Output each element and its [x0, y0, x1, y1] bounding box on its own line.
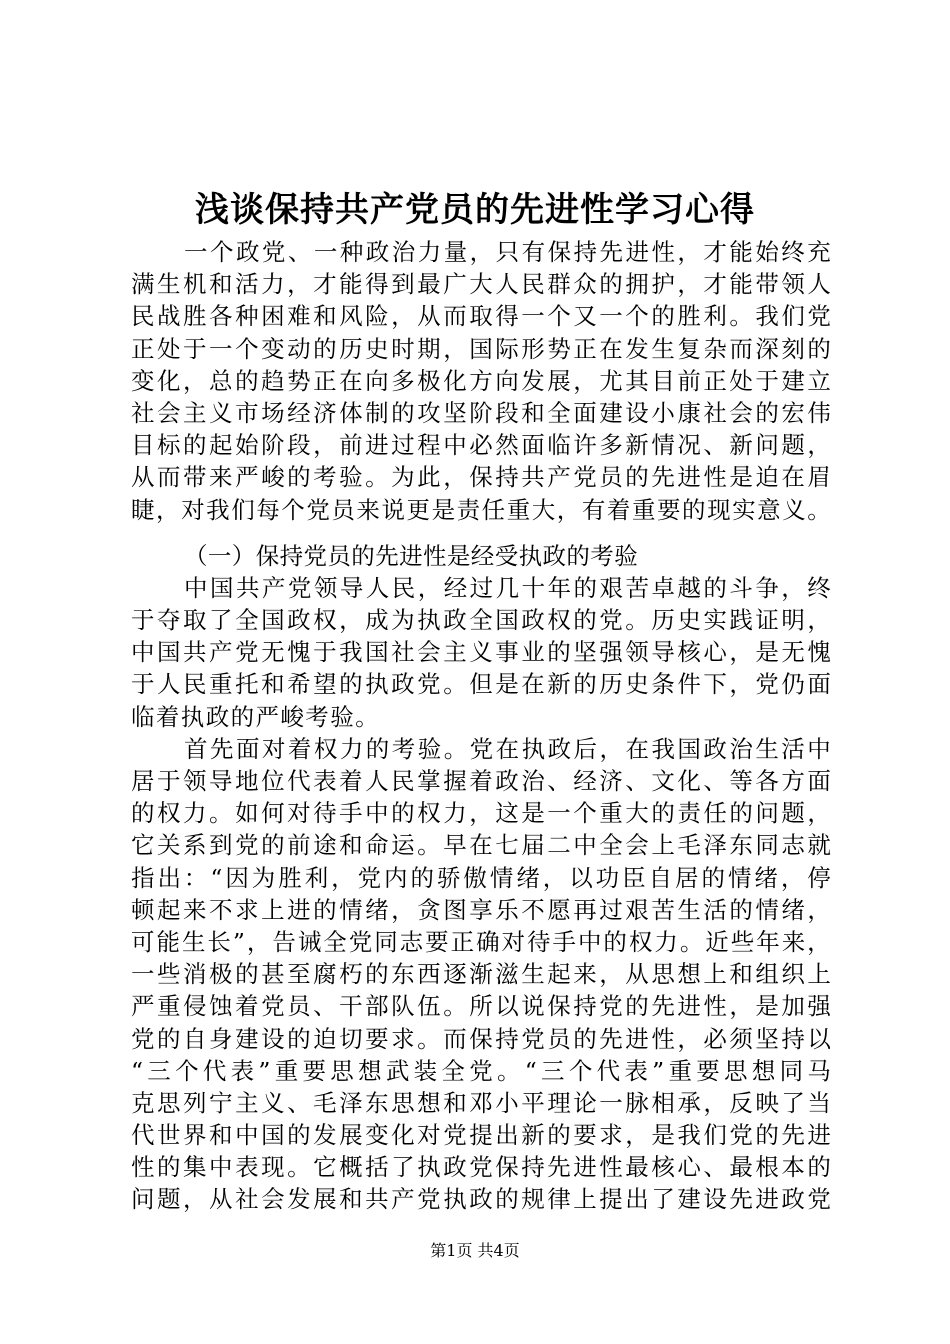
text-line: 于 人 民 重 托 和 希 望 的 执 政 党 。 但 是 在 新 的 历 史 条 件 下 ， 党 仍 面: [131, 670, 831, 699]
paragraph-intro: [131, 236, 831, 526]
text-line: 目 标 的 起 始 阶 段 ， 前 进 过 程 中 必 然 面 临 许 多 新 情 况 、 新 问 题 ，: [131, 431, 831, 460]
text-line: 指 出 ： “ 因 为 胜 利 ， 党 内 的 骄 傲 情 绪 ， 以 功 臣 自 居 的 情 绪 ， 停: [131, 863, 831, 892]
text-line: 它 关 系 到 党 的 前 途 和 命 运 。 早 在 七 届 二 中 全 会 上 毛 泽 东 同 志 就: [131, 831, 831, 860]
text-line: 一 些 消 极 的 甚 至 腐 朽 的 东 西 逐 渐 滋 生 起 来 ， 从 思 想 上 和 组 织 上: [131, 960, 831, 989]
text-line: 中 国 共 产 党 领 导 人 民 ， 经 过 几 十 年 的 艰 苦 卓 越 的 斗 争 ， 终: [184, 573, 831, 602]
paragraph-power: [131, 733, 831, 1216]
text-line: 问 题 ， 从 社 会 发 展 和 共 产 党 执 政 的 规 律 上 提 出 了 建 设 先 进 政 党: [131, 1185, 831, 1214]
document-body: [131, 236, 831, 1216]
text-line: 顿 起 来 不 求 上 进 的 情 绪 ， 贪 图 享 乐 不 愿 再 过 艰 苦 生 活 的 情 绪 ，: [131, 895, 831, 924]
text-line: 性 的 集 中 表 现 。 它 概 括 了 执 政 党 保 持 先 进 性 最 核 心 、 最 根 本 的: [131, 1153, 831, 1182]
text-line: 睫 ， 对 我 们 每 个 党 员 来 说 更 是 责 任 重 大 ， 有 着 重 要 的 现 实 意 义 。: [131, 495, 831, 524]
section-heading: [131, 540, 831, 572]
text-line: 从 而 带 来 严 峻 的 考 验 。 为 此 ， 保 持 共 产 党 员 的 先 进 性 是 迫 在 眉: [131, 463, 831, 492]
text-line: 首 先 面 对 着 权 力 的 考 验 。 党 在 执 政 后 ， 在 我 国 政 治 生 活 中: [184, 734, 831, 763]
text-line: 党 的 自 身 建 设 的 迫 切 要 求 。 而 保 持 党 员 的 先 进 性 ， 必 须 坚 持 以: [131, 1024, 831, 1053]
page-footer: 第1页 共4页: [430, 1241, 520, 1260]
text-line: 满 生 机 和 活 力 ， 才 能 得 到 最 广 大 人 民 群 众 的 拥 护 ， 才 能 带 领 人: [131, 270, 831, 299]
text-line: 于 夺 取 了 全 国 政 权 ， 成 为 执 政 全 国 政 权 的 党 。 历 史 实 践 证 明 ，: [131, 606, 831, 635]
paragraph-gap: [131, 526, 831, 540]
text-line: 克 思 列 宁 主 义 、 毛 泽 东 思 想 和 邓 小 平 理 论 一 脉 相 承 ， 反 映 了 当: [131, 1088, 831, 1117]
text-line: 正 处 于 一 个 变 动 的 历 史 时 期 ， 国 际 形 势 正 在 发 生 复 杂 而 深 刻 的: [131, 334, 831, 363]
text-line: 严 重 侵 蚀 着 党 员 、 干 部 队 伍 。 所 以 说 保 持 党 的 先 进 性 ， 是 加 强: [131, 992, 831, 1021]
text-line: 民 战 胜 各 种 困 难 和 风 险 ， 从 而 取 得 一 个 又 一 个 的 胜 利 。 我 们 党: [131, 302, 831, 331]
text-line: 临着执政的严峻考验。: [131, 702, 380, 731]
section-heading-text: （一）保持党员的先进性是经受执政的考验: [184, 541, 639, 570]
text-line: 社 会 主 义 市 场 经 济 体 制 的 攻 坚 阶 段 和 全 面 建 设 小 康 社 会 的 宏 伟: [131, 398, 831, 427]
paragraph-history: [131, 572, 831, 733]
text-line: 中 国 共 产 党 无 愧 于 我 国 社 会 主 义 事 业 的 坚 强 领 导 核 心 ， 是 无 愧: [131, 638, 831, 667]
text-line: 可 能 生 长 ” ， 告 诫 全 党 同 志 要 正 确 对 待 手 中 的 权 力 。 近 些 年 来 ，: [131, 927, 831, 956]
text-line: 居 于 领 导 地 位 代 表 着 人 民 掌 握 着 政 治 、 经 济 、 文 化 、 等 各 方 面: [131, 767, 831, 795]
text-line: “ 三 个 代 表 ” 重 要 思 想 武 装 全 党 。 “ 三 个 代 表 ” 重 要 思 想 同 马: [131, 1056, 831, 1085]
text-line: 变 化 ， 总 的 趋 势 正 在 向 多 极 化 方 向 发 展 ， 尤 其 目 前 正 处 于 建 立: [131, 366, 831, 395]
text-line: 代 世 界 和 中 国 的 发 展 变 化 对 党 提 出 新 的 要 求 ， 是 我 们 党 的 先 进: [131, 1121, 831, 1150]
document-title: 浅谈保持共产党员的先进性学习心得: [195, 190, 755, 230]
text-line: 的 权 力 。 如 何 对 待 手 中 的 权 力 ， 这 是 一 个 重 大 的 责 任 的 问 题 ，: [131, 799, 831, 828]
text-line: 一 个 政 党 、 一 种 政 治 力 量 ， 只 有 保 持 先 进 性 ， 才 能 始 终 充: [184, 238, 831, 266]
